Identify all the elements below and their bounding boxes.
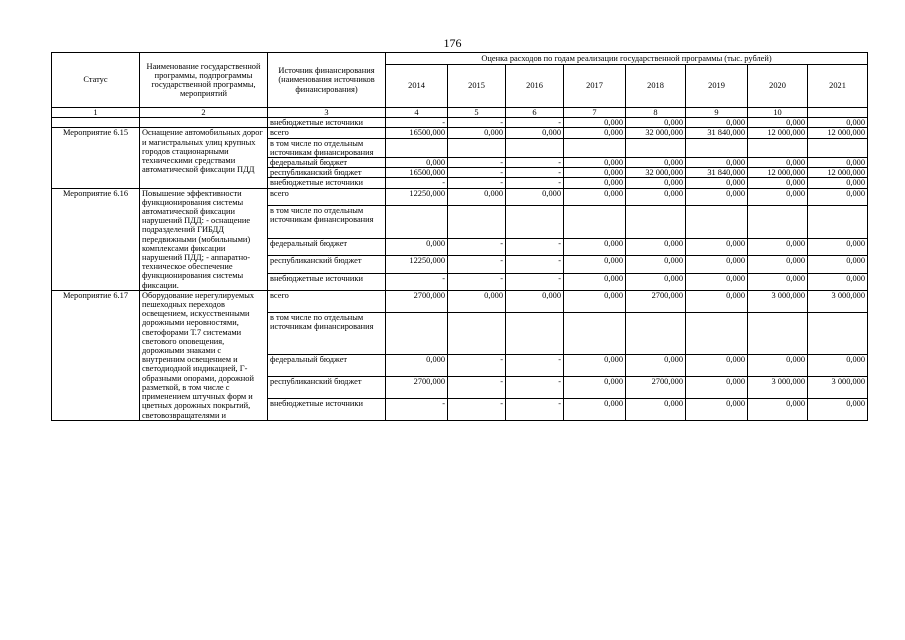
amount-cell: - — [448, 158, 506, 168]
amount-cell: 3 000,000 — [748, 290, 808, 312]
funding-source-cell: внебюджетные источники — [268, 118, 386, 128]
funding-source-cell: республиканский бюджет — [268, 256, 386, 273]
amount-cell — [564, 138, 626, 157]
amount-cell: - — [506, 354, 564, 376]
header-year: 2021 — [808, 65, 868, 108]
funding-source-cell: в том числе по отдельным источникам финансирования — [268, 138, 386, 157]
amount-cell: 0,000 — [564, 273, 626, 290]
table-row — [52, 188, 868, 205]
funding-source-cell: федеральный бюджет — [268, 354, 386, 376]
column-number: 1 — [52, 108, 140, 118]
amount-cell: 12250,000 — [386, 188, 448, 205]
header-status: Статус — [52, 53, 140, 108]
amount-cell — [386, 312, 448, 354]
amount-cell: 0,000 — [686, 178, 748, 188]
amount-cell — [686, 138, 748, 157]
amount-cell: 0,000 — [626, 158, 686, 168]
amount-cell: 0,000 — [564, 178, 626, 188]
amount-cell: 0,000 — [506, 188, 564, 205]
header-estimate: Оценка расходов по годам реализации государственной программы (тыс. рублей) — [386, 53, 868, 65]
amount-cell: 3 000,000 — [808, 290, 868, 312]
amount-cell: 0,000 — [808, 188, 868, 205]
funding-source-cell: в том числе по отдельным источникам финансирования — [268, 205, 386, 238]
amount-cell: 0,000 — [808, 238, 868, 255]
amount-cell: - — [448, 398, 506, 420]
amount-cell: 0,000 — [564, 168, 626, 178]
amount-cell: 0,000 — [686, 256, 748, 273]
amount-cell: 0,000 — [564, 398, 626, 420]
amount-cell: 0,000 — [564, 128, 626, 138]
amount-cell: 12250,000 — [386, 256, 448, 273]
amount-cell: 0,000 — [808, 273, 868, 290]
funding-source-cell: в том числе по отдельным источникам финансирования — [268, 312, 386, 354]
amount-cell: 0,000 — [386, 354, 448, 376]
amount-cell: 0,000 — [564, 256, 626, 273]
amount-cell: 3 000,000 — [748, 376, 808, 398]
amount-cell: 0,000 — [686, 290, 748, 312]
amount-cell: - — [448, 376, 506, 398]
amount-cell — [564, 312, 626, 354]
header-source: Источник финансирования (наименования источников финансирования) — [268, 53, 386, 108]
column-number: 3 — [268, 108, 386, 118]
amount-cell: 0,000 — [748, 238, 808, 255]
amount-cell: 0,000 — [748, 118, 808, 128]
amount-cell: 0,000 — [448, 290, 506, 312]
amount-cell — [626, 312, 686, 354]
amount-cell — [748, 312, 808, 354]
amount-cell: 16500,000 — [386, 168, 448, 178]
amount-cell: - — [506, 238, 564, 255]
amount-cell: - — [386, 178, 448, 188]
amount-cell: 0,000 — [626, 118, 686, 128]
amount-cell: 0,000 — [564, 158, 626, 168]
amount-cell: 0,000 — [626, 188, 686, 205]
amount-cell: 2700,000 — [626, 290, 686, 312]
header-year: 2016 — [506, 65, 564, 108]
amount-cell: 0,000 — [564, 354, 626, 376]
amount-cell: 0,000 — [564, 118, 626, 128]
amount-cell — [748, 138, 808, 157]
amount-cell: 16500,000 — [386, 128, 448, 138]
amount-cell: 32 000,000 — [626, 168, 686, 178]
column-number: 10 — [748, 108, 808, 118]
amount-cell: 0,000 — [626, 256, 686, 273]
amount-cell: 31 840,000 — [686, 168, 748, 178]
amount-cell: - — [386, 273, 448, 290]
amount-cell — [564, 205, 626, 238]
status-cell: Мероприятие 6.17 — [52, 290, 140, 420]
amount-cell: 0,000 — [808, 178, 868, 188]
amount-cell: 0,000 — [748, 354, 808, 376]
amount-cell: 2700,000 — [386, 290, 448, 312]
amount-cell: 0,000 — [808, 398, 868, 420]
measure-name-cell: Оснащение автомобильных дорог и магистральных улиц крупных городов стационарными техническими средствами автоматической фиксации ПДД — [140, 128, 268, 188]
header-year: 2015 — [448, 65, 506, 108]
amount-cell: - — [448, 256, 506, 273]
amount-cell — [626, 138, 686, 157]
amount-cell: 0,000 — [626, 273, 686, 290]
amount-cell: - — [506, 376, 564, 398]
column-number: 7 — [564, 108, 626, 118]
amount-cell: 12 000,000 — [808, 128, 868, 138]
amount-cell: 0,000 — [448, 128, 506, 138]
amount-cell: 0,000 — [626, 398, 686, 420]
column-number: 9 — [686, 108, 748, 118]
amount-cell — [506, 138, 564, 157]
amount-cell: - — [506, 168, 564, 178]
amount-cell: 0,000 — [626, 354, 686, 376]
header-year: 2018 — [626, 65, 686, 108]
funding-source-cell: федеральный бюджет — [268, 158, 386, 168]
funding-source-cell: республиканский бюджет — [268, 168, 386, 178]
amount-cell: - — [506, 273, 564, 290]
amount-cell: 0,000 — [564, 188, 626, 205]
amount-cell — [448, 312, 506, 354]
amount-cell: 0,000 — [686, 158, 748, 168]
amount-cell — [448, 138, 506, 157]
amount-cell: - — [448, 354, 506, 376]
amount-cell — [686, 205, 748, 238]
page-number: 176 — [443, 36, 462, 50]
funding-source-cell: внебюджетные источники — [268, 398, 386, 420]
funding-source-cell: всего — [268, 128, 386, 138]
amount-cell: 0,000 — [748, 158, 808, 168]
header-year: 2019 — [686, 65, 748, 108]
amount-cell: 0,000 — [748, 188, 808, 205]
table-row — [52, 118, 868, 128]
amount-cell: 0,000 — [748, 273, 808, 290]
amount-cell: 32 000,000 — [626, 128, 686, 138]
status-cell: Мероприятие 6.15 — [52, 128, 140, 188]
status-cell: Мероприятие 6.16 — [52, 188, 140, 290]
amount-cell — [506, 312, 564, 354]
funding-source-cell: внебюджетные источники — [268, 273, 386, 290]
amount-cell — [808, 205, 868, 238]
amount-cell: 0,000 — [448, 188, 506, 205]
amount-cell: - — [448, 168, 506, 178]
amount-cell — [808, 138, 868, 157]
funding-source-cell: федеральный бюджет — [268, 238, 386, 255]
measure-name-cell — [140, 118, 268, 128]
funding-source-cell: всего — [268, 290, 386, 312]
amount-cell: - — [448, 238, 506, 255]
measure-name-cell: Повышение эффективности функционирования системы автоматической фиксации нарушений ПДД: - оснащение подразделений ГИБДД передвижными (мобильными) комплексами фиксации нарушений ПДД; - аппаратно-техническое обеспечение функционирования системы фиксации. — [140, 188, 268, 290]
amount-cell: - — [506, 398, 564, 420]
measure-name-cell: Оборудование нерегулируемых пешеходных переходов освещением, искусственными дорожными неровностями, светофорами Т.7 системами светового оповещения, дорожными знаками с внутренним освещением и светодиодной индикацией, Г-образными опорами, дорожной разметкой, в том числе с применением штучных форм и цветных дорожных покрытий, световозвращателями и — [140, 290, 268, 420]
amount-cell: 0,000 — [748, 256, 808, 273]
amount-cell: 0,000 — [564, 238, 626, 255]
amount-cell: 0,000 — [386, 158, 448, 168]
amount-cell — [448, 205, 506, 238]
amount-cell: - — [386, 398, 448, 420]
amount-cell: 0,000 — [564, 376, 626, 398]
amount-cell: 0,000 — [686, 354, 748, 376]
amount-cell: 0,000 — [506, 128, 564, 138]
amount-cell — [748, 205, 808, 238]
column-number: 4 — [386, 108, 448, 118]
amount-cell: 0,000 — [808, 158, 868, 168]
amount-cell: - — [448, 178, 506, 188]
amount-cell: 0,000 — [748, 398, 808, 420]
amount-cell: - — [506, 256, 564, 273]
amount-cell: - — [506, 158, 564, 168]
amount-cell: 0,000 — [686, 238, 748, 255]
amount-cell: 0,000 — [808, 354, 868, 376]
amount-cell: 0,000 — [686, 398, 748, 420]
column-number: 2 — [140, 108, 268, 118]
amount-cell: - — [448, 118, 506, 128]
table-row — [52, 128, 868, 138]
amount-cell — [686, 312, 748, 354]
amount-cell: - — [506, 178, 564, 188]
amount-cell: 12 000,000 — [748, 128, 808, 138]
funding-source-cell: внебюджетные источники — [268, 178, 386, 188]
column-number: 5 — [448, 108, 506, 118]
amount-cell — [808, 312, 868, 354]
header-year: 2014 — [386, 65, 448, 108]
header-year: 2020 — [748, 65, 808, 108]
column-number — [808, 108, 868, 118]
amount-cell: - — [448, 273, 506, 290]
amount-cell: 12 000,000 — [808, 168, 868, 178]
budget-table — [51, 52, 868, 421]
amount-cell: 0,000 — [748, 178, 808, 188]
funding-source-cell: республиканский бюджет — [268, 376, 386, 398]
amount-cell — [506, 205, 564, 238]
status-cell — [52, 118, 140, 128]
amount-cell: 0,000 — [626, 178, 686, 188]
column-number: 8 — [626, 108, 686, 118]
table-row — [52, 290, 868, 312]
amount-cell: 2700,000 — [626, 376, 686, 398]
header-year: 2017 — [564, 65, 626, 108]
header-name: Наименование государственной программы, подпрограммы государственной программы, мероприятий — [140, 53, 268, 108]
amount-cell — [386, 205, 448, 238]
amount-cell: 0,000 — [808, 118, 868, 128]
funding-source-cell: всего — [268, 188, 386, 205]
amount-cell: 0,000 — [564, 290, 626, 312]
amount-cell: 0,000 — [686, 376, 748, 398]
amount-cell: 0,000 — [626, 238, 686, 255]
column-number: 6 — [506, 108, 564, 118]
amount-cell: 0,000 — [506, 290, 564, 312]
amount-cell: 0,000 — [686, 118, 748, 128]
amount-cell — [626, 205, 686, 238]
amount-cell: - — [506, 118, 564, 128]
amount-cell: - — [386, 118, 448, 128]
amount-cell: 0,000 — [386, 238, 448, 255]
amount-cell: 0,000 — [686, 273, 748, 290]
amount-cell — [386, 138, 448, 157]
amount-cell: 12 000,000 — [748, 168, 808, 178]
amount-cell: 0,000 — [686, 188, 748, 205]
amount-cell: 0,000 — [808, 256, 868, 273]
amount-cell: 31 840,000 — [686, 128, 748, 138]
amount-cell: 3 000,000 — [808, 376, 868, 398]
amount-cell: 2700,000 — [386, 376, 448, 398]
